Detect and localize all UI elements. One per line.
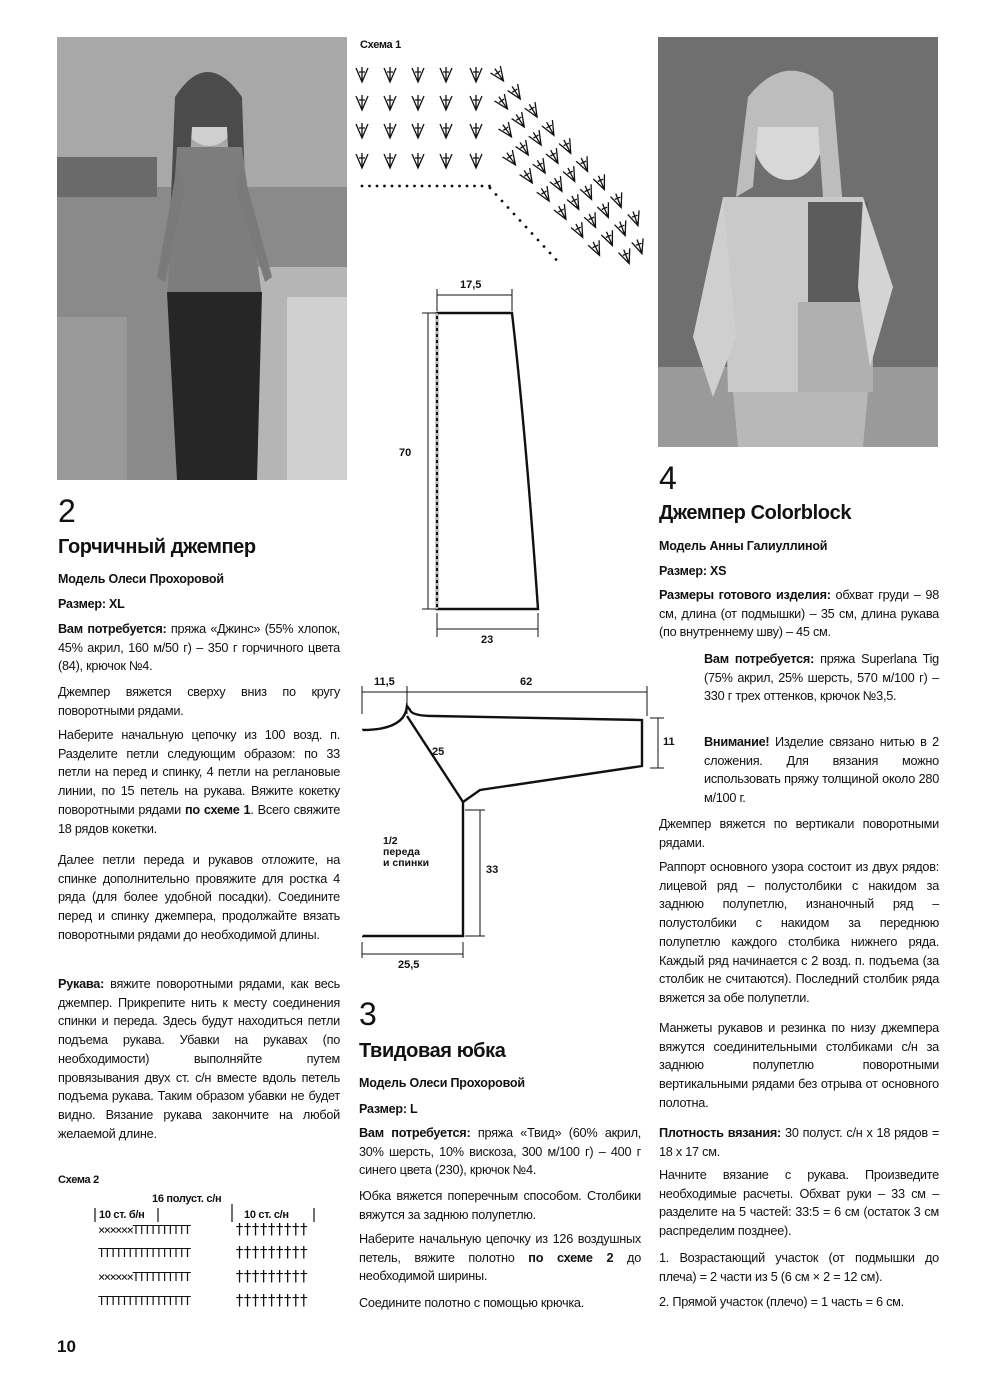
- skirt-bottom-width: 23: [481, 634, 494, 646]
- stitch-symbol: [536, 185, 554, 204]
- stitch-symbol: [494, 93, 512, 112]
- stitch-symbol: [618, 247, 635, 265]
- stitch-symbol: [614, 219, 631, 237]
- section-title: Джемпер Colorblock: [659, 502, 852, 524]
- paragraph: Раппорт основного узора состоит из двух рядов: лицевой ряд – полустолбики с накидом за заднюю полупетлю, изнаночный ряд – полустолбики с накидом за переднюю полупетлю каждого столбика нижнего ряда. Каждый ряд начинается с 2 возд. п. подъема (за столбик не считаются). Последний столбик ряда вяжется за обе полупетли.: [659, 860, 939, 1005]
- stitch-symbol: [412, 67, 424, 82]
- model-credit: Модель Анны Галиуллиной: [659, 539, 828, 553]
- photo-mustard-jumper: [57, 37, 347, 480]
- stitch-row: TTTTTTTTTTTTTTTT: [98, 1246, 190, 1260]
- stitch-symbol: [580, 183, 597, 202]
- size-line: Размер: L: [359, 1102, 418, 1116]
- skirt-top-width: 17,5: [460, 279, 482, 291]
- stitch-symbol: [528, 129, 546, 148]
- skirt-length: 70: [399, 447, 412, 459]
- raglan-bottom-width: 25,5: [398, 959, 420, 971]
- stitch-symbol: [440, 123, 452, 138]
- materials-paragraph: Вам потребуется: пряжа Superlana Tig (75% акрил, 25% шерсть, 570 м/100 г) – 330 г трех оттенков, крючок №3,5.: [704, 652, 939, 704]
- stitch-symbol: [356, 153, 368, 168]
- section-number: 3: [359, 996, 377, 1032]
- stitch-symbol: [588, 239, 605, 258]
- stitch-symbol: [515, 139, 533, 158]
- paragraph: Соедините полотно с помощью крючка.: [359, 1296, 584, 1310]
- section-title: Горчичный джемпер: [58, 536, 256, 558]
- stitch-symbol: [356, 67, 368, 82]
- stitch-symbol: [567, 193, 585, 212]
- stitch-symbol: [593, 173, 610, 191]
- section-number: 2: [58, 493, 76, 529]
- raglan-pattern-diagram: [350, 680, 670, 970]
- paragraph: 1. Возрастающий участок (от подмышки до плеча) = 2 части из 5 (6 см × 2 = 12 см).: [659, 1251, 939, 1284]
- paragraph: 2. Прямой участок (плечо) = 1 часть = 6 см.: [659, 1295, 904, 1309]
- stitch-symbol: [502, 149, 520, 168]
- stitch-symbol: [584, 211, 601, 230]
- model-credit: Модель Олеси Прохоровой: [58, 572, 224, 586]
- materials-paragraph: Вам потребуется: пряжа «Джинс» (55% хлопок, 45% акрил, 160 м/50 г) – 350 г горчичного цвета (84), крючок №4.: [58, 622, 340, 674]
- stitch-symbol: [384, 123, 396, 138]
- stitch-symbol: [576, 155, 593, 174]
- raglan-cuff-width: 11: [663, 736, 675, 748]
- section-number: 4: [659, 460, 677, 496]
- stitch-symbol: [470, 123, 482, 138]
- stitch-symbol: [384, 95, 396, 110]
- stitch-symbol: [511, 111, 529, 130]
- schema-1-diagram: [350, 58, 650, 288]
- stitch-symbol: [571, 221, 589, 240]
- schema-2-top-label: 16 полуст. с/н: [152, 1193, 222, 1205]
- raglan-side-length: 33: [486, 864, 499, 876]
- stitch-symbol: [412, 95, 424, 110]
- stitch-symbol: [356, 95, 368, 110]
- stitch-symbol: [440, 95, 452, 110]
- paragraph: Далее петли переда и рукавов отложите, на спинке дополнительно провяжите для ростка 4 ряда (для более удобной посадки). Соедините перед и спинку джемпера, продолжайте вязать поворотными рядами до необходимой длины.: [58, 853, 340, 942]
- stitch-row: †††††††††: [235, 1243, 308, 1261]
- stitch-symbol: [597, 201, 614, 219]
- stitch-row: ××××××TTTTTTTTTT: [98, 1223, 190, 1237]
- model-credit: Модель Олеси Прохоровой: [359, 1076, 525, 1090]
- schema-1-label: Схема 1: [360, 39, 401, 51]
- stitch-symbol: [541, 119, 559, 138]
- paragraph: Наберите начальную цепочку из 126 воздушных петель, вяжите полотно по схеме 2 до необходимой ширины.: [359, 1232, 641, 1284]
- paragraph: Джемпер вяжется сверху вниз по кругу поворотными рядами.: [58, 685, 340, 718]
- stitch-row: ××××××TTTTTTTTTT: [98, 1270, 190, 1284]
- stitch-symbol: [549, 175, 567, 194]
- stitch-symbol: [490, 65, 508, 84]
- stitch-symbol: [440, 153, 452, 168]
- stitch-symbol: [610, 191, 627, 209]
- stitch-symbol: [356, 123, 368, 138]
- skirt-pattern-diagram: [400, 285, 550, 645]
- schema-2-label: Схема 2: [58, 1174, 99, 1186]
- raglan-line-length: 25: [432, 746, 445, 758]
- materials-paragraph: Вам потребуется: пряжа «Твид» (60% акрил, 30% шерсть, 10% вискоза, 300 м/100 г) – 400 г синего цвета (230), крючок №4.: [359, 1126, 641, 1178]
- schema-2-left-label: 10 ст. б/н: [99, 1209, 145, 1221]
- size-line: Размер: XS: [659, 564, 727, 578]
- paragraph: Наберите начальную цепочку из 100 возд. п. Разделите петли следующим образом: по 33 петли на перед и спинку, 4 петли на реглановые линии, по 15 петель на рукава. Вяжите кокетку поворотными рядами по схеме 1. Всего свяжите 18 рядов кокетки.: [58, 728, 341, 836]
- paragraph: Начните вязание с рукава. Произведите необходимые расчеты. Обхват руки – 33 см – разделите на 5 частей: 33:5 = 6 см (остаток 3 см распределим позднее).: [659, 1168, 939, 1239]
- stitch-symbol: [412, 153, 424, 168]
- finished-sizes-paragraph: Размеры готового изделия: обхват груди – 98 см, длина (от подмышки) – 35 см, длина рукава (по внутреннему шву) – 45 см.: [659, 588, 940, 640]
- raglan-sleeve-length: 62: [520, 676, 533, 688]
- stitch-symbol: [601, 229, 618, 247]
- raglan-piece-label: 1/2 переда и спинки: [383, 835, 430, 869]
- stitch-symbol: [545, 147, 563, 166]
- photo-colorblock-jumper: [658, 37, 938, 447]
- sleeves-paragraph: Рукава: вяжите поворотными рядами, как весь джемпер. Прикрепите нить к месту соединения спинки и переда. Здесь будут находиться петли подъема рукава. Убавки на рукавах (по необходимости) выполняйте путем провязывания двух ст. с/н вместе вдоль петель подъема рукава. Таким образом убавки не будет видно. Вязание рукава закончите на любой желаемой длине.: [58, 977, 340, 1141]
- size-line: Размер: XL: [58, 597, 125, 611]
- stitch-symbol: [412, 123, 424, 138]
- stitch-symbol: [524, 101, 542, 120]
- stitch-symbol: [553, 203, 571, 222]
- stitch-symbol: [498, 121, 516, 140]
- schema-2-right-label: 10 ст. с/н: [244, 1209, 289, 1221]
- section-title: Твидовая юбка: [359, 1040, 506, 1062]
- stitch-symbol: [470, 95, 482, 110]
- paragraph: Манжеты рукавов и резинка по низу джемпера вяжутся соединительными столбиками с/н за заднюю полупетлю поворотными вертикальными рядами без отрыва от основного полотна.: [659, 1021, 939, 1110]
- stitch-symbol: [631, 238, 647, 256]
- stitch-symbol: [440, 67, 452, 82]
- attention-paragraph: Внимание! Изделие связано нитью в 2 сложения. Для вязания можно использовать пряжу толщиной около 280 м/100 г.: [704, 735, 939, 806]
- paragraph: Джемпер вяжется по вертикали поворотными рядами.: [659, 817, 939, 850]
- stitch-symbol: [532, 157, 550, 176]
- schema-2-diagram: [92, 1200, 332, 1310]
- stitch-symbol: [384, 153, 396, 168]
- stitch-symbol: [627, 210, 643, 228]
- page-number: 10: [57, 1337, 76, 1356]
- stitch-symbol: [519, 167, 537, 186]
- stitch-symbol: [470, 153, 482, 168]
- stitch-symbol: [559, 137, 577, 156]
- stitch-symbol: [507, 83, 525, 102]
- stitch-symbol: [384, 67, 396, 82]
- stitch-row: †††††††††: [235, 1220, 308, 1238]
- stitch-symbol: [470, 67, 482, 82]
- stitch-row: †††††††††: [235, 1267, 308, 1285]
- paragraph: Юбка вяжется поперечным способом. Столбики вяжутся за заднюю полупетлю.: [359, 1189, 641, 1222]
- density-paragraph: Плотность вязания: 30 полуст. с/н х 18 рядов = 18 х 17 см.: [659, 1126, 939, 1159]
- stitch-row: TTTTTTTTTTTTTTTT: [98, 1294, 190, 1308]
- stitch-symbol: [563, 165, 581, 184]
- raglan-neck-width: 11,5: [374, 676, 395, 688]
- stitch-row: †††††††††: [235, 1291, 308, 1309]
